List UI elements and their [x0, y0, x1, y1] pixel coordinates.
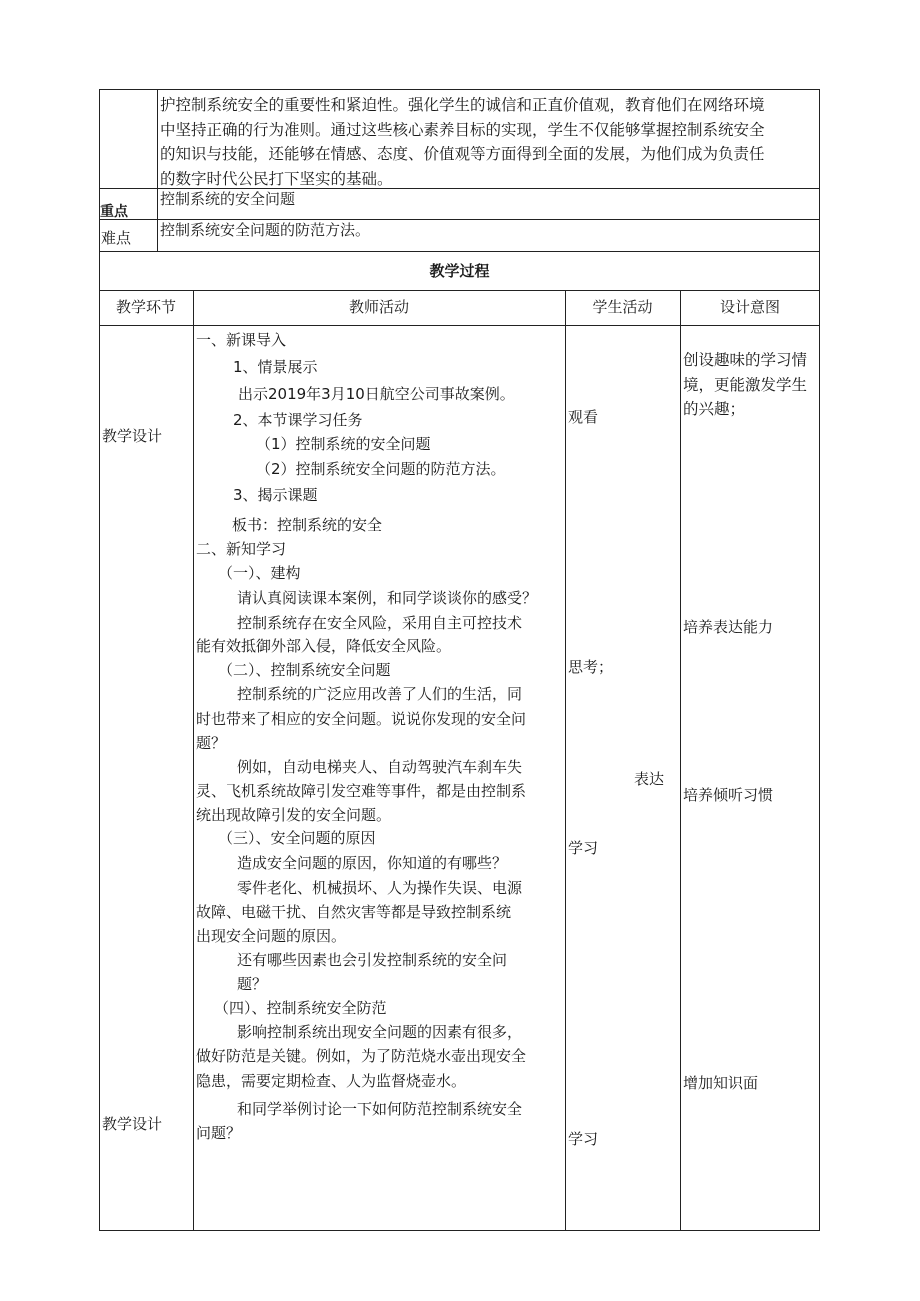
intent-note: 培养倾听习惯	[683, 786, 774, 804]
student-note: 观看	[568, 408, 599, 426]
col-divider	[157, 89, 158, 251]
intent-line: 的兴趣；	[683, 400, 746, 418]
key-point-value: 控制系统的安全问题	[160, 190, 296, 208]
teacher-line: （二）、控制系统安全问题	[218, 661, 391, 679]
teacher-line: 板书：控制系统的安全	[232, 516, 383, 534]
teacher-line: 例如，自动电梯夹人、自动驾驶汽车刹车失	[237, 758, 523, 776]
intent-line: 境，更能激发学生	[683, 375, 808, 394]
row-divider	[99, 290, 820, 291]
row-divider	[99, 251, 820, 252]
intro-line: 护控制系统安全的重要性和紧迫性。强化学生的诚信和正直价值观，教育他们在网络环境	[160, 96, 765, 114]
key-point-label: 重点	[100, 204, 128, 220]
teacher-line: 灵、飞机系统故障引发空难等事件，都是由控制系	[196, 782, 527, 800]
difficulty-label: 难点	[101, 229, 132, 247]
header-student: 学生活动	[592, 298, 653, 316]
intent-line: 创设趣味的学习情	[683, 351, 808, 369]
teacher-line: 能有效抵御外部入侵，降低安全风险。	[196, 637, 452, 655]
col-divider	[193, 290, 194, 1231]
student-note: 思考；	[568, 658, 614, 676]
teacher-line: 控制系统的广泛应用改善了人们的生活，同	[237, 685, 523, 703]
teacher-line: 题？	[196, 734, 227, 752]
intro-line: 的数字时代公民打下坚实的基础。	[160, 169, 393, 188]
teacher-line: 影响控制系统出现安全问题的因素有很多，	[237, 1023, 523, 1041]
teacher-line: 出现安全问题的原因。	[196, 927, 347, 945]
teacher-line: 隐患，需要定期检查、人为监督烧壶水。	[196, 1072, 467, 1090]
teacher-line: 一、新课导入	[196, 331, 287, 349]
header-teacher: 教师活动	[348, 298, 409, 316]
process-title: 教学过程	[429, 262, 490, 280]
teacher-line: 控制系统存在安全风险，采用自主可控技术	[237, 614, 523, 632]
row-divider	[99, 325, 820, 326]
teacher-line: （四）、控制系统安全防范	[214, 999, 387, 1017]
teacher-line: （三）、安全问题的原因	[218, 829, 376, 847]
teacher-line: 3、揭示课题	[233, 486, 318, 504]
intent-note: 培养表达能力	[683, 618, 774, 636]
header-intent: 设计意图	[719, 298, 780, 316]
phase-label: 教学设计	[102, 1115, 163, 1133]
core-literacy-text	[160, 93, 818, 191]
col-divider	[680, 290, 681, 1231]
teacher-line: 二、新知学习	[196, 540, 287, 558]
intro-line: 中坚持正确的行为准则。通过这些核心素养目标的实现，学生不仅能够掌握控制系统安全	[160, 120, 765, 139]
teacher-line: （一）、建构	[218, 564, 301, 582]
teacher-line: 2、本节课学习任务	[233, 411, 363, 429]
teacher-line: 统出现故障引发的安全问题。	[196, 806, 392, 824]
phase-label: 教学设计	[102, 427, 163, 445]
teacher-line: 做好防范是关键。例如，为了防范烧水壶出现安全	[196, 1047, 527, 1065]
teacher-line: 造成安全问题的原因，你知道的有哪些？	[237, 854, 508, 872]
student-note: 表达	[634, 770, 665, 788]
intent-note: 增加知识面	[683, 1074, 759, 1092]
difficulty-value: 控制系统安全问题的防范方法。	[160, 221, 371, 239]
teacher-line: 时也带来了相应的安全问题。说说你发现的安全问	[196, 710, 527, 728]
teacher-line: 请认真阅读课本案例，和同学谈谈你的感受？	[237, 589, 538, 607]
teacher-line: 还有哪些因素也会引发控制系统的安全问	[237, 951, 508, 969]
teacher-line: （1）控制系统的安全问题	[256, 435, 431, 453]
teacher-line: 和同学举例讨论一下如何防范控制系统安全	[237, 1100, 523, 1118]
col-divider	[565, 290, 566, 1231]
student-note: 学习	[568, 1130, 599, 1148]
teacher-line: 出示2019年3月10日航空公司事故案例。	[238, 385, 515, 403]
student-note: 学习	[568, 839, 599, 857]
teacher-line: 1、情景展示	[233, 358, 318, 376]
intent-note-first	[683, 348, 818, 422]
teacher-line: 问题？	[196, 1124, 242, 1142]
teacher-line: 故障、电磁干扰、自然灾害等都是导致控制系统	[196, 903, 512, 921]
teacher-line: 题？	[237, 975, 268, 993]
teacher-line: （2）控制系统安全问题的防范方法。	[256, 460, 506, 478]
intro-line: 的知识与技能，还能够在情感、态度、价值观等方面得到全面的发展，为他们成为负责任	[160, 145, 765, 163]
teacher-line: 零件老化、机械损坏、人为操作失误、电源	[237, 879, 523, 897]
header-phase: 教学环节	[115, 298, 176, 316]
